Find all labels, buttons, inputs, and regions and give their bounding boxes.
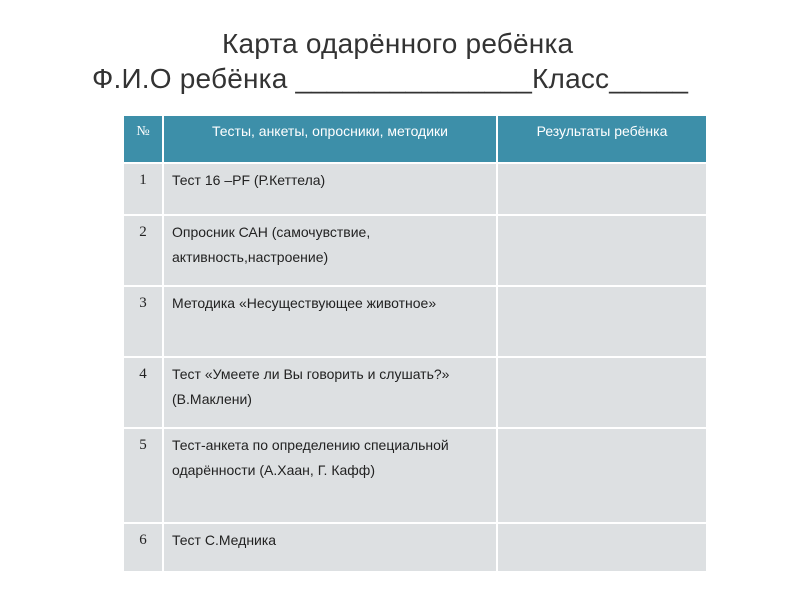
row-result-cell[interactable] [497,523,706,571]
row-number: 2 [124,215,163,286]
row-test: Тест 16 –PF (Р.Кеттела) [163,163,497,215]
row-result-cell[interactable] [497,215,706,286]
row-result-cell[interactable] [497,163,706,215]
row-test: Тест «Умеете ли Вы говорить и слушать?» (В.Маклени) [163,357,497,428]
row-number: 5 [124,428,163,523]
table-row [124,523,706,571]
table-header-row [124,116,706,163]
page-title: Карта одарённого ребёнка [222,28,574,59]
row-number: 6 [124,523,163,571]
table-row [124,215,706,286]
tests-table [124,116,706,571]
row-test: Опросник САН (самочувствие, активность,настроение) [163,215,497,286]
row-result-cell[interactable] [497,428,706,523]
row-result-cell[interactable] [497,357,706,428]
row-number: 4 [124,357,163,428]
row-test: Тест С.Медника [163,523,497,571]
row-test: Методика «Несуществующее животное» [163,286,497,357]
header-number: № [124,116,163,163]
row-number: 1 [124,163,163,215]
gifted-child-table [124,116,706,571]
header-results: Результаты ребёнка [497,116,706,163]
row-test: Тест-анкета по определению специальной одарённости (А.Хаан, Г. Кафф) [163,428,497,523]
table-row [124,163,706,215]
table-row [124,428,706,523]
table-row [124,286,706,357]
table-row [124,357,706,428]
header-tests: Тесты, анкеты, опросники, методики [163,116,497,163]
row-number: 3 [124,286,163,357]
name-class-line: Ф.И.О ребёнка _______________Класс_____ [92,63,689,94]
row-result-cell[interactable] [497,286,706,357]
